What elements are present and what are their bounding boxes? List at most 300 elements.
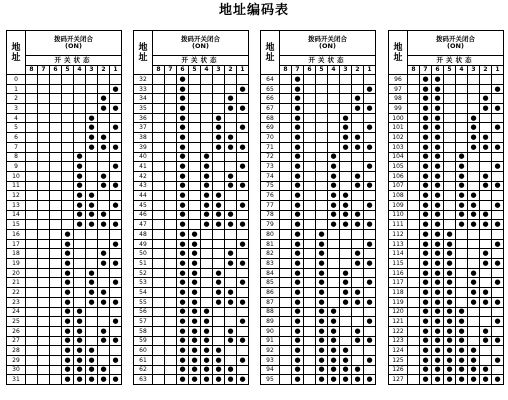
switch-on-dot: ● — [352, 142, 364, 152]
switch-off-cell — [280, 171, 292, 181]
address-number: 108 — [389, 191, 408, 201]
switch-on-dot: ● — [340, 288, 352, 298]
switch-off-cell — [316, 191, 328, 201]
address-row — [7, 191, 122, 201]
switch-on-dot: ● — [213, 123, 225, 133]
switch-off-cell — [153, 297, 165, 307]
bit-header-3: 3 — [468, 66, 480, 75]
address-row — [134, 249, 249, 259]
address-number: 84 — [261, 268, 280, 278]
address-number: 92 — [261, 346, 280, 356]
bit-header-2: 2 — [480, 66, 492, 75]
switch-off-cell — [444, 220, 456, 230]
switch-on-dot: ● — [292, 220, 304, 230]
switch-off-cell — [352, 230, 364, 240]
address-number: 121 — [389, 317, 408, 327]
switch-off-cell — [444, 181, 456, 191]
switch-on-dot: ● — [420, 297, 432, 307]
switch-off-cell — [153, 133, 165, 143]
address-number: 23 — [7, 297, 26, 307]
address-row — [134, 230, 249, 240]
switch-off-cell — [408, 191, 420, 201]
switch-on-dot: ● — [98, 375, 110, 385]
switch-off-cell — [50, 355, 62, 365]
address-number: 61 — [134, 355, 153, 365]
switch-on-dot: ● — [444, 288, 456, 298]
switch-off-cell — [280, 365, 292, 375]
address-number: 118 — [389, 288, 408, 298]
switch-off-cell — [50, 326, 62, 336]
address-row — [261, 123, 376, 133]
switch-on-dot: ● — [177, 152, 189, 162]
switch-off-cell — [444, 94, 456, 104]
switch-off-cell — [26, 336, 38, 346]
switch-off-cell — [74, 94, 86, 104]
switch-on-dot: ● — [225, 336, 237, 346]
switch-off-cell — [280, 268, 292, 278]
switch-off-cell — [444, 210, 456, 220]
switch-off-cell — [328, 239, 340, 249]
switch-on-dot: ● — [432, 230, 444, 240]
switch-off-cell — [110, 326, 122, 336]
switch-on-dot: ● — [98, 336, 110, 346]
switch-on-dot: ● — [468, 191, 480, 201]
switch-on-dot: ● — [98, 104, 110, 114]
switch-off-cell — [328, 278, 340, 288]
switch-off-cell — [316, 113, 328, 123]
switch-off-cell — [352, 307, 364, 317]
address-number: 20 — [7, 268, 26, 278]
switch-on-dot: ● — [189, 317, 201, 327]
switch-on-dot: ● — [213, 375, 225, 385]
bit-header-5: 5 — [62, 66, 74, 75]
switch-on-dot: ● — [480, 94, 492, 104]
switch-off-cell — [468, 336, 480, 346]
address-number: 101 — [389, 123, 408, 133]
switch-on-dot: ● — [480, 220, 492, 230]
address-number: 22 — [7, 288, 26, 298]
switch-off-cell — [408, 200, 420, 210]
switch-on-dot: ● — [444, 336, 456, 346]
switch-on-dot: ● — [468, 268, 480, 278]
address-row — [134, 142, 249, 152]
switch-on-dot: ● — [225, 181, 237, 191]
switch-on-dot: ● — [364, 239, 376, 249]
address-number: 77 — [261, 200, 280, 210]
address-row — [7, 326, 122, 336]
switch-on-dot: ● — [237, 162, 249, 172]
switch-on-dot: ● — [340, 365, 352, 375]
switch-closed-header — [408, 31, 504, 56]
switch-off-cell — [304, 268, 316, 278]
address-number: 57 — [134, 317, 153, 327]
switch-off-cell — [328, 288, 340, 298]
switch-on-dot: ● — [328, 152, 340, 162]
switch-off-cell — [26, 297, 38, 307]
switch-on-dot: ● — [292, 259, 304, 269]
switch-off-cell — [50, 171, 62, 181]
switch-on-dot: ● — [456, 162, 468, 172]
address-number: 46 — [134, 210, 153, 220]
address-number: 109 — [389, 200, 408, 210]
switch-off-cell — [165, 181, 177, 191]
address-number: 76 — [261, 191, 280, 201]
switch-on-dot: ● — [225, 365, 237, 375]
bit-header-7: 7 — [292, 66, 304, 75]
switch-off-cell — [340, 259, 352, 269]
switch-on-dot: ● — [292, 123, 304, 133]
switch-on-dot: ● — [352, 249, 364, 259]
switch-off-cell — [280, 297, 292, 307]
switch-off-cell — [50, 200, 62, 210]
switch-off-cell — [280, 181, 292, 191]
switch-off-cell — [480, 355, 492, 365]
switch-on-dot: ● — [292, 336, 304, 346]
switch-on-dot: ● — [177, 326, 189, 336]
switch-on-dot: ● — [292, 288, 304, 298]
address-row — [261, 297, 376, 307]
address-row — [134, 297, 249, 307]
switch-off-cell — [352, 75, 364, 85]
switch-off-cell — [26, 220, 38, 230]
switch-on-dot: ● — [213, 355, 225, 365]
switch-on-dot: ● — [468, 210, 480, 220]
switch-off-cell — [225, 113, 237, 123]
switch-off-cell — [26, 113, 38, 123]
switch-off-cell — [201, 249, 213, 259]
address-row — [261, 200, 376, 210]
switch-off-cell — [408, 220, 420, 230]
switch-on-dot: ● — [74, 317, 86, 327]
address-row — [389, 297, 504, 307]
address-table-2 — [133, 30, 249, 385]
switch-on-dot: ● — [328, 346, 340, 356]
switch-state-header: 开关状态 — [26, 56, 122, 66]
address-row — [261, 355, 376, 365]
switch-off-cell — [352, 191, 364, 201]
switch-on-dot: ● — [74, 220, 86, 230]
switch-off-cell — [364, 249, 376, 259]
switch-on-dot: ● — [328, 355, 340, 365]
switch-off-cell — [340, 162, 352, 172]
switch-off-cell — [480, 239, 492, 249]
switch-on-dot: ● — [74, 365, 86, 375]
address-number: 47 — [134, 220, 153, 230]
switch-on-dot: ● — [492, 142, 504, 152]
switch-off-cell — [38, 375, 50, 385]
address-row — [389, 346, 504, 356]
address-row — [134, 220, 249, 230]
switch-off-cell — [213, 307, 225, 317]
switch-off-cell — [50, 375, 62, 385]
switch-on-dot: ● — [468, 288, 480, 298]
address-number: 30 — [7, 365, 26, 375]
address-number: 90 — [261, 326, 280, 336]
bit-header-8: 8 — [153, 66, 165, 75]
switch-on-dot: ● — [352, 220, 364, 230]
switch-on-dot: ● — [213, 200, 225, 210]
address-row — [261, 162, 376, 172]
switch-off-cell — [153, 307, 165, 317]
switch-off-cell — [165, 288, 177, 298]
switch-on-dot: ● — [213, 297, 225, 307]
switch-off-cell — [328, 297, 340, 307]
switch-off-cell — [492, 133, 504, 143]
switch-off-cell — [280, 375, 292, 385]
switch-off-cell — [364, 113, 376, 123]
switch-off-cell — [189, 152, 201, 162]
switch-off-cell — [352, 113, 364, 123]
switch-off-cell — [189, 171, 201, 181]
address-number: 64 — [261, 75, 280, 85]
address-number: 45 — [134, 200, 153, 210]
switch-on-dot: ● — [110, 104, 122, 114]
switch-on-dot: ● — [420, 278, 432, 288]
switch-on-dot: ● — [444, 355, 456, 365]
switch-off-cell — [86, 104, 98, 114]
switch-on-dot: ● — [237, 200, 249, 210]
switch-off-cell — [86, 181, 98, 191]
switch-on-dot: ● — [316, 230, 328, 240]
address-number: 97 — [389, 84, 408, 94]
switch-off-cell — [280, 104, 292, 114]
switch-on-dot: ● — [86, 142, 98, 152]
switch-on-dot: ● — [420, 239, 432, 249]
switch-off-cell — [340, 326, 352, 336]
switch-on-dot: ● — [352, 104, 364, 114]
switch-off-cell — [189, 142, 201, 152]
address-row — [389, 162, 504, 172]
switch-on-dot: ● — [292, 297, 304, 307]
switch-on-dot: ● — [74, 346, 86, 356]
switch-off-cell — [352, 200, 364, 210]
switch-on-dot: ● — [480, 297, 492, 307]
switch-on-dot: ● — [328, 317, 340, 327]
switch-on-dot: ● — [456, 336, 468, 346]
switch-off-cell — [98, 152, 110, 162]
switch-off-cell — [480, 346, 492, 356]
switch-on-dot: ● — [74, 355, 86, 365]
switch-on-dot: ● — [177, 191, 189, 201]
switch-on-dot: ● — [492, 181, 504, 191]
switch-off-cell — [237, 171, 249, 181]
switch-on-dot: ● — [74, 181, 86, 191]
address-number: 127 — [389, 375, 408, 385]
address-row — [134, 171, 249, 181]
switch-off-cell — [26, 94, 38, 104]
switch-off-cell — [456, 142, 468, 152]
switch-off-cell — [480, 152, 492, 162]
switch-off-cell — [225, 317, 237, 327]
switch-off-cell — [38, 75, 50, 85]
switch-off-cell — [86, 171, 98, 181]
switch-on-dot: ● — [98, 249, 110, 259]
switch-off-cell — [340, 230, 352, 240]
switch-on-dot: ● — [492, 278, 504, 288]
switch-off-cell — [165, 210, 177, 220]
switch-on-dot: ● — [86, 268, 98, 278]
switch-off-cell — [237, 268, 249, 278]
address-row — [7, 307, 122, 317]
switch-on-dot: ● — [74, 171, 86, 181]
bit-header-8: 8 — [26, 66, 38, 75]
switch-on-dot: ● — [177, 113, 189, 123]
switch-on-dot: ● — [225, 297, 237, 307]
switch-on-dot: ● — [364, 142, 376, 152]
switch-on-dot: ● — [237, 317, 249, 327]
address-number: 82 — [261, 249, 280, 259]
switch-on-dot: ● — [74, 152, 86, 162]
switch-off-cell — [38, 181, 50, 191]
address-number: 63 — [134, 375, 153, 385]
address-number: 119 — [389, 297, 408, 307]
address-row — [261, 317, 376, 327]
switch-off-cell — [50, 191, 62, 201]
switch-off-cell — [352, 278, 364, 288]
address-row — [389, 259, 504, 269]
switch-on-dot: ● — [74, 200, 86, 210]
switch-on-dot: ● — [110, 123, 122, 133]
switch-off-cell — [110, 268, 122, 278]
switch-off-cell — [408, 268, 420, 278]
switch-off-cell — [86, 75, 98, 85]
switch-off-cell — [304, 181, 316, 191]
switch-on-dot: ● — [432, 268, 444, 278]
address-row — [134, 355, 249, 365]
address-row — [389, 113, 504, 123]
switch-off-cell — [153, 162, 165, 172]
switch-off-cell — [189, 75, 201, 85]
switch-off-cell — [468, 249, 480, 259]
switch-off-cell — [492, 326, 504, 336]
switch-on-dot: ● — [110, 317, 122, 327]
switch-off-cell — [201, 75, 213, 85]
switch-on-dot: ● — [292, 142, 304, 152]
switch-on-dot: ● — [177, 346, 189, 356]
switch-on-dot: ● — [468, 220, 480, 230]
switch-on-dot: ● — [98, 288, 110, 298]
switch-off-cell — [364, 326, 376, 336]
switch-off-cell — [408, 123, 420, 133]
switch-on-dot: ● — [420, 259, 432, 269]
switch-off-cell — [304, 152, 316, 162]
switch-on-dot: ● — [340, 375, 352, 385]
switch-on-dot: ● — [213, 210, 225, 220]
switch-on-dot: ● — [213, 365, 225, 375]
switch-on-dot: ● — [480, 181, 492, 191]
switch-off-cell — [225, 123, 237, 133]
switch-off-cell — [408, 259, 420, 269]
switch-off-cell — [492, 113, 504, 123]
switch-on-dot: ● — [177, 220, 189, 230]
switch-off-cell — [50, 288, 62, 298]
switch-on-dot: ● — [420, 84, 432, 94]
switch-on-dot: ● — [432, 259, 444, 269]
switch-on-dot: ● — [74, 336, 86, 346]
switch-off-cell — [86, 239, 98, 249]
address-number: 15 — [7, 220, 26, 230]
switch-off-cell — [364, 152, 376, 162]
switch-off-cell — [153, 278, 165, 288]
switch-off-cell — [237, 307, 249, 317]
switch-on-dot: ● — [432, 142, 444, 152]
switch-off-cell — [26, 230, 38, 240]
switch-on-dot: ● — [328, 365, 340, 375]
address-row — [7, 259, 122, 269]
switch-off-cell — [153, 365, 165, 375]
address-row — [134, 336, 249, 346]
switch-closed-header — [26, 31, 122, 56]
address-number: 112 — [389, 230, 408, 240]
switch-on-dot: ● — [62, 346, 74, 356]
switch-on-dot: ● — [420, 191, 432, 201]
switch-off-cell — [201, 259, 213, 269]
switch-off-cell — [26, 239, 38, 249]
address-table-3 — [260, 30, 376, 385]
switch-off-cell — [50, 84, 62, 94]
switch-on-dot: ● — [110, 220, 122, 230]
switch-off-cell — [225, 191, 237, 201]
address-row — [261, 84, 376, 94]
switch-on-dot: ● — [177, 84, 189, 94]
switch-off-cell — [408, 346, 420, 356]
address-number: 107 — [389, 181, 408, 191]
switch-on-dot: ● — [98, 171, 110, 181]
switch-on-dot: ● — [177, 162, 189, 172]
address-row — [7, 268, 122, 278]
switch-on-label: (ON) — [192, 42, 209, 50]
switch-off-cell — [304, 259, 316, 269]
address-row — [7, 142, 122, 152]
address-row — [7, 94, 122, 104]
switch-on-dot: ● — [420, 268, 432, 278]
switch-off-cell — [408, 239, 420, 249]
switch-on-dot: ● — [420, 142, 432, 152]
switch-off-cell — [98, 75, 110, 85]
switch-off-cell — [38, 123, 50, 133]
switch-off-cell — [62, 171, 74, 181]
switch-on-dot: ● — [74, 307, 86, 317]
address-number: 56 — [134, 307, 153, 317]
switch-off-cell — [213, 181, 225, 191]
switch-on-dot: ● — [225, 220, 237, 230]
switch-on-dot: ● — [201, 181, 213, 191]
switch-off-cell — [408, 75, 420, 85]
switch-off-cell — [98, 346, 110, 356]
switch-off-cell — [165, 346, 177, 356]
address-number: 60 — [134, 346, 153, 356]
switch-off-cell — [456, 239, 468, 249]
switch-off-cell — [408, 355, 420, 365]
switch-off-cell — [26, 84, 38, 94]
switch-on-dot: ● — [480, 375, 492, 385]
switch-on-dot: ● — [352, 181, 364, 191]
switch-on-dot: ● — [189, 346, 201, 356]
switch-on-dot: ● — [480, 365, 492, 375]
switch-on-dot: ● — [328, 307, 340, 317]
switch-on-dot: ● — [480, 259, 492, 269]
switch-off-cell — [189, 210, 201, 220]
address-row — [7, 336, 122, 346]
address-table-1 — [6, 30, 122, 385]
switch-off-cell — [225, 268, 237, 278]
switch-off-cell — [468, 326, 480, 336]
switch-off-cell — [86, 307, 98, 317]
switch-on-dot: ● — [480, 336, 492, 346]
switch-on-dot: ● — [292, 191, 304, 201]
switch-off-cell — [237, 230, 249, 240]
address-row — [261, 249, 376, 259]
